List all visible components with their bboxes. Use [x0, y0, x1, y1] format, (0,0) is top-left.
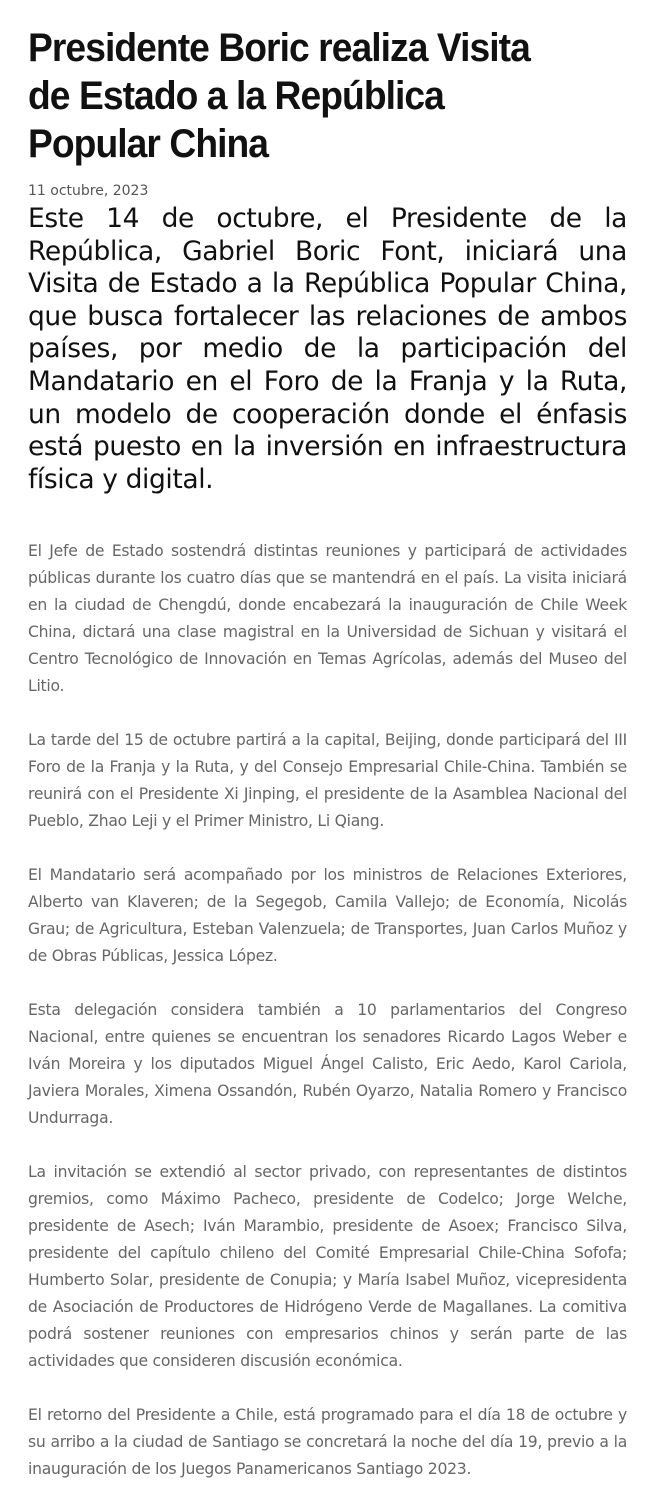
- body-paragraph: El Mandatario será acompañado por los ministros de Relaciones Exteriores, Alberto van Klaveren; de la Segegob, Camila Vallejo; de Economía, Nicolás Grau; de Agricultura, Esteban Valenzuela; de Transportes, Juan Carlos Muñoz y de Obras Públicas, Jessica López.: [28, 866, 627, 966]
- article-title-line: Popular China: [28, 122, 269, 166]
- article-lead: Este 14 de octubre, el Presidente de la República, Gabriel Boric Font, iniciará una Visita de Estado a la República Popular China, que busca fortalecer las relaciones de ambos países, por medio de la participación del Mandatario en el Foro de la Franja y la Ruta, un modelo de cooperación donde el énfasis está puesto en la inversión en infraestructura física y digital.: [28, 203, 627, 495]
- article-title-line: de Estado a la República: [28, 74, 444, 118]
- article-title: [28, 24, 623, 168]
- body-paragraph: El retorno del Presidente a Chile, está programado para el día 18 de octubre y su arribo a la ciudad de Santiago se concretará la noche del día 19, previo a la inauguración de los Juegos Panamericanos Santiago 2023.: [28, 1406, 627, 1479]
- body-paragraph: La tarde del 15 de octubre partirá a la capital, Beijing, donde participará del III Foro de la Franja y la Ruta, y del Consejo Empresarial Chile-China. También se reunirá con el Presidente Xi Jinping, el presidente de la Asamblea Nacional del Pueblo, Zhao Leji y el Primer Ministro, Li Qiang.: [28, 731, 627, 831]
- article-body: [28, 538, 627, 1483]
- body-paragraph: La invitación se extendió al sector privado, con representantes de distintos gremios, como Máximo Pacheco, presidente de Codelco; Jorge Welche, presidente de Asech; Iván Marambio, presidente de Asoex; Francisco Silva, presidente del capítulo chileno del Comité Empresarial Chile-China Sofofa; Humberto Solar, presidente de Conupia; y María Isabel Muñoz, vicepresidenta de Asociación de Productores de Hidrógeno Verde de Magallanes. La comitiva podrá sostener reuniones con empresarios chinos y serán parte de las actividades que consideren discusión económica.: [28, 1163, 627, 1371]
- article-title-line: Presidente Boric realiza Visita: [28, 26, 530, 70]
- body-paragraph: Esta delegación considera también a 10 parlamentarios del Congreso Nacional, entre quienes se encuentran los senadores Ricardo Lagos Weber e Iván Moreira y los diputados Miguel Ángel Calisto, Eric Aedo, Karol Cariola, Javiera Morales, Ximena Ossandón, Rubén Oyarzo, Natalia Romero y Francisco Undurraga.: [28, 1001, 627, 1128]
- publish-date: 11 octubre, 2023: [28, 183, 149, 199]
- body-paragraph: El Jefe de Estado sostendrá distintas reuniones y participará de actividades públicas durante los cuatro días que se mantendrá en el país. La visita iniciará en la ciudad de Chengdú, donde encabezará la inauguración de Chile Week China, dictará una clase magistral en la Universidad de Sichuan y visitará el Centro Tecnológico de Innovación en Temas Agrícolas, además del Museo del Litio.: [28, 542, 627, 696]
